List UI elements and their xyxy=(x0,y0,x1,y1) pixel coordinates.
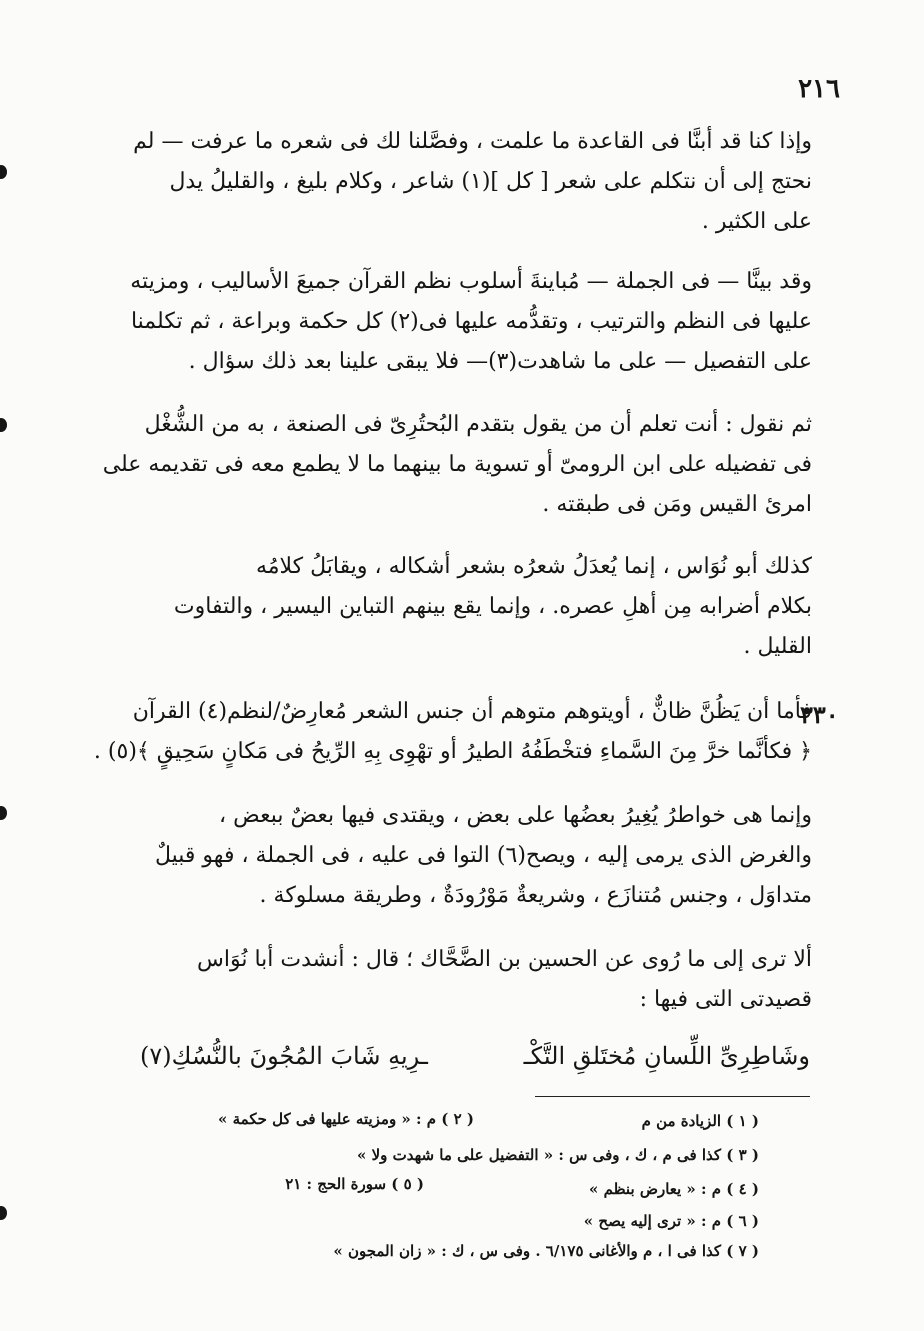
text-line: متداوَل ، وجنس مُتنازَع ، وشريعةٌ مَوْرُودَةٌ ، وطريقة مسلوكة . xyxy=(259,883,812,908)
text-line: نحتج إلى أن نتكلم على شعر [ كل ](١) شاعر ، وكلام بليغ ، والقليلُ يدل xyxy=(169,169,812,194)
paragraph-1 xyxy=(112,122,812,242)
verse-second-hemistich: ـرِيهِ شَابَ المُجُونَ بالنُّسُكِ(٧) xyxy=(140,1042,428,1070)
footnote-6: ( ٦ ) م : « ترى إليه يصح » xyxy=(583,1212,759,1230)
text-line: كذلك أبو نُوَاس ، إنما يُعدَلُ شعرُه بشعر أشكاله ، ويقابَلُ كلامُه xyxy=(255,554,812,579)
paragraph-3 xyxy=(102,405,812,525)
text-line: عليها فى النظم والترتيب ، وتقدُّمه عليها فى(٢) كل حكمة وبراعة ، ثم تكلمنا xyxy=(130,309,812,334)
text-line: قصيدتى التى فيها : xyxy=(639,987,812,1012)
poetry-verse xyxy=(140,1042,810,1070)
page-number: ٢١٦ xyxy=(798,74,840,104)
text-line: القليل . xyxy=(743,634,812,659)
footnote-3: ( ٣ ) كذا فى م ، ك ، وفى س : « التفضيل على ما شهدت ولا » xyxy=(356,1146,759,1164)
margin-page-reference: ٣٣٠ xyxy=(800,700,839,729)
text-line: فأما أن يَظُنَّ ظانٌّ ، أويتوهم متوهم أن جنس الشعر مُعارِضٌ/لنظم(٤) القرآن xyxy=(132,699,812,724)
binding-hole-mark xyxy=(0,418,7,432)
footnote-separator xyxy=(535,1096,810,1097)
text-line: فى تفضيله على ابن الرومىّ أو تسوية ما بينهما ما لا يطمع معه فى تقديمه على xyxy=(102,452,812,477)
quran-verse-line: ﴿ فكأنَّما خرَّ مِنَ السَّماءِ فتخْطَفُهُ الطيرُ أو تهْوِى بِهِ الرِّيحُ فى مَكانٍ سَحِيقٍ ﴾(٥) . xyxy=(93,739,812,764)
text-line: على الكثير . xyxy=(701,209,812,234)
footnote-5: ( ٥ ) سورة الحج : ٢١ xyxy=(285,1175,424,1193)
footnote-4: ( ٤ ) م : « يعارض بنظم » xyxy=(589,1180,759,1198)
binding-hole-mark xyxy=(0,165,7,179)
paragraph-2 xyxy=(112,262,812,382)
text-line: ثم نقول : أنت تعلم أن من يقول بتقدم البُحتُرِىّ فى الصنعة ، به من الشُّغْل xyxy=(144,412,812,437)
text-line: على التفصيل — على ما شاهدت(٣)— فلا يبقى علينا بعد ذلك سؤال . xyxy=(188,349,812,374)
text-line: امرئ القيس ومَن فى طبقته . xyxy=(542,492,812,517)
binding-hole-mark xyxy=(0,1206,7,1220)
text-line: ألا ترى إلى ما رُوى عن الحسين بن الضَّحَّاك ؛ قال : أنشدت أبا نُوَاس xyxy=(197,947,812,972)
text-line: وإنما هى خواطرُ يُغِيرُ بعضُها على بعض ، ويقتدى فيها بعضٌ ببعض ، xyxy=(219,803,812,828)
paragraph-4 xyxy=(112,547,812,667)
footnote-7: ( ٧ ) كذا فى ا ، م والأغانى ٦/١٧٥ . وفى س ، ك : « زان المجون » xyxy=(333,1242,759,1260)
paragraph-7 xyxy=(112,940,812,1020)
text-line: وإذا كنا قد أبنَّا فى القاعدة ما علمت ، وفصَّلنا لك فى شعره ما عرفت — لم xyxy=(133,129,812,154)
text-line: والغرض الذى يرمى إليه ، ويصح(٦) التوا فى عليه ، فى الجملة ، فهو قبيلٌ xyxy=(154,843,812,868)
binding-hole-mark xyxy=(0,806,7,820)
footnote-2: ( ٢ ) م : « ومزيته عليها فى كل حكمة » xyxy=(218,1110,474,1128)
verse-first-hemistich: وشَاطِرِىِّ اللِّسانِ مُختَلقِ التَّكْـ xyxy=(523,1042,810,1070)
text-line: بكلام أضرابه مِن أهلِ عصره. ، وإنما يقع بينهم التباين اليسير ، والتفاوت xyxy=(173,594,812,619)
footnote-1: ( ١ ) الزيادة من م xyxy=(641,1112,759,1130)
text-line: وقد بينَّا — فى الجملة — مُباينةَ أسلوب نظم القرآن جميعَ الأساليب ، ومزيته xyxy=(130,269,812,294)
paragraph-5 xyxy=(93,692,812,772)
paragraph-6 xyxy=(112,796,812,916)
